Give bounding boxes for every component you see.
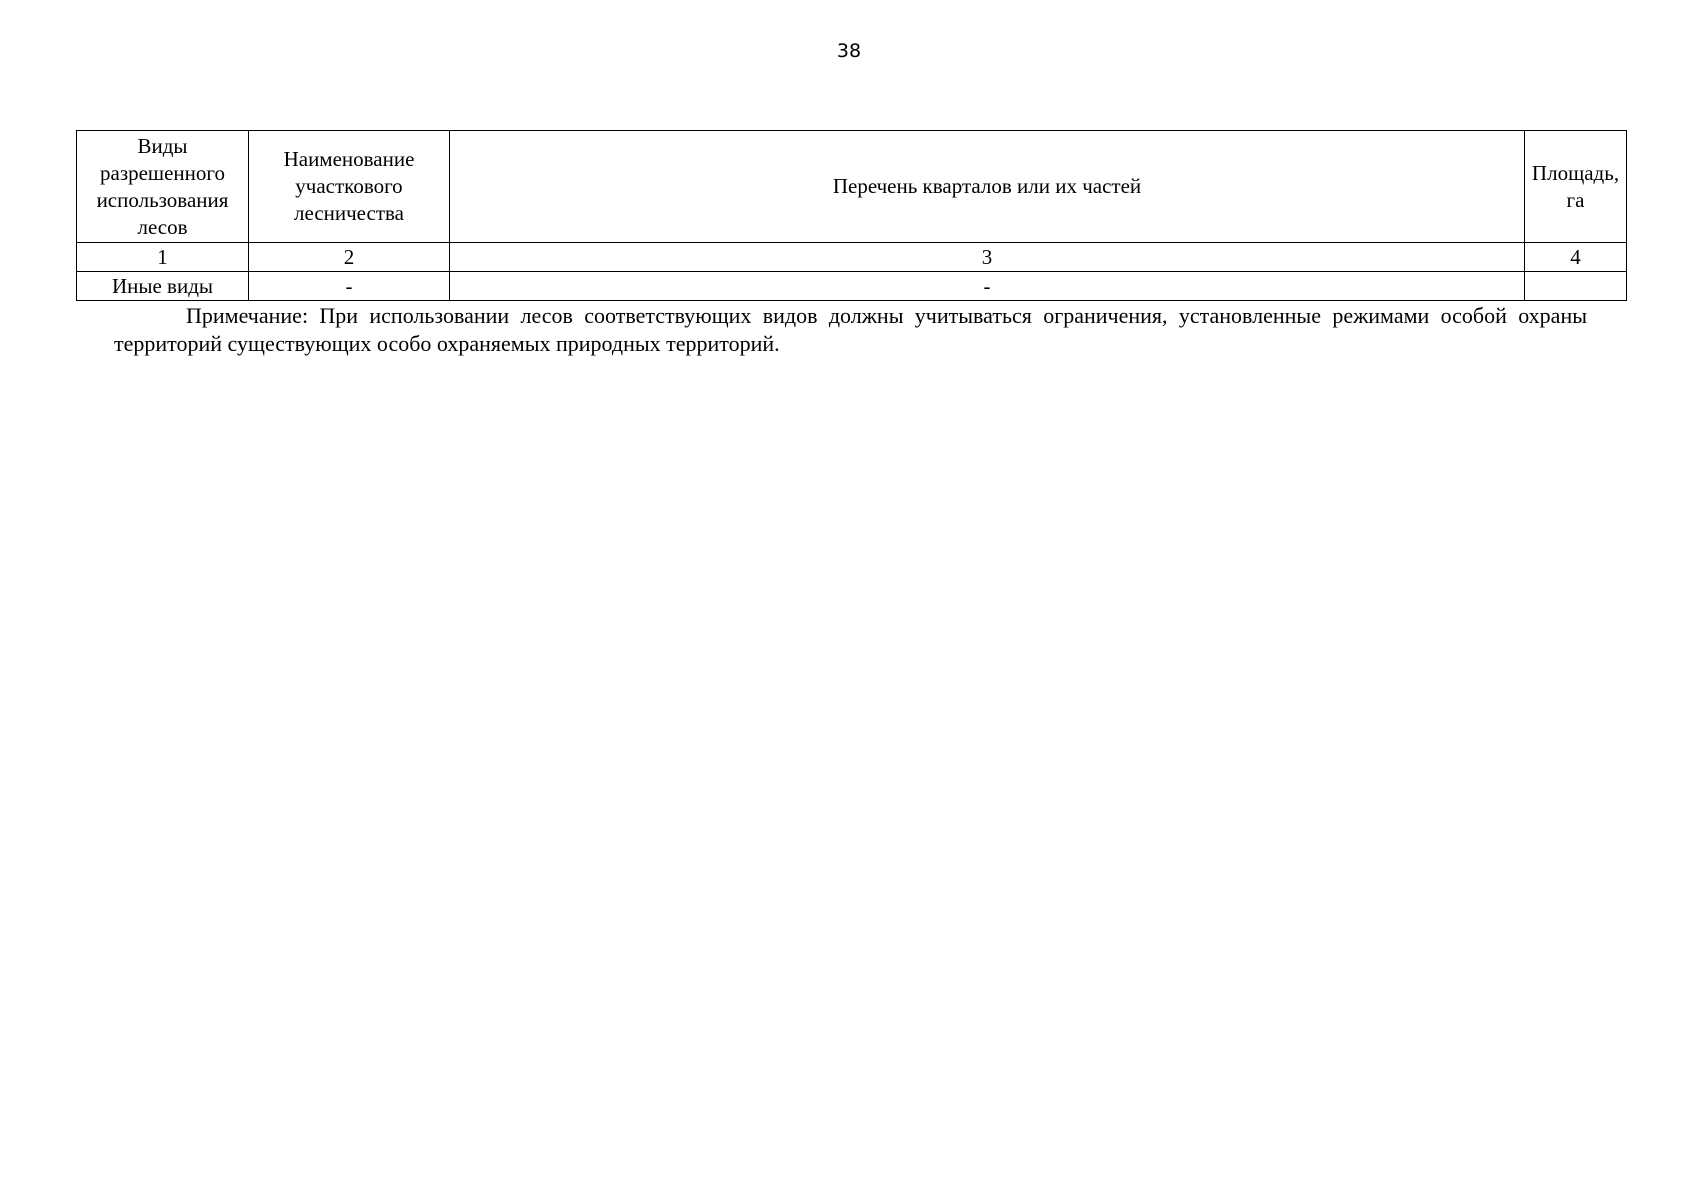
column-number: 1: [77, 243, 249, 272]
table-header-row: [77, 131, 1627, 243]
cell-forestry-name: -: [249, 272, 450, 301]
table-row: [77, 272, 1627, 301]
permitted-use-table: [76, 130, 1627, 301]
table-note: Примечание: При использовании лесов соответствующих видов должны учитываться ограничения, установленные режимами особой охраны территорий существующих особо охраняемых природных территорий.: [114, 303, 1587, 356]
header-area: Площадь, га: [1525, 131, 1627, 243]
cell-quarters-list: -: [450, 272, 1525, 301]
column-number-row: [77, 243, 1627, 272]
page-number: 38: [836, 40, 862, 62]
header-forestry-name: Наименование участкового лесничества: [249, 131, 450, 243]
header-quarters-list: Перечень кварталов или их частей: [450, 131, 1525, 243]
column-number: 4: [1525, 243, 1627, 272]
cell-use-type: Иные виды: [77, 272, 249, 301]
column-number: 3: [450, 243, 1525, 272]
cell-area: [1525, 272, 1627, 301]
header-use-types: Виды разрешенного использования лесов: [77, 131, 249, 243]
column-number: 2: [249, 243, 450, 272]
